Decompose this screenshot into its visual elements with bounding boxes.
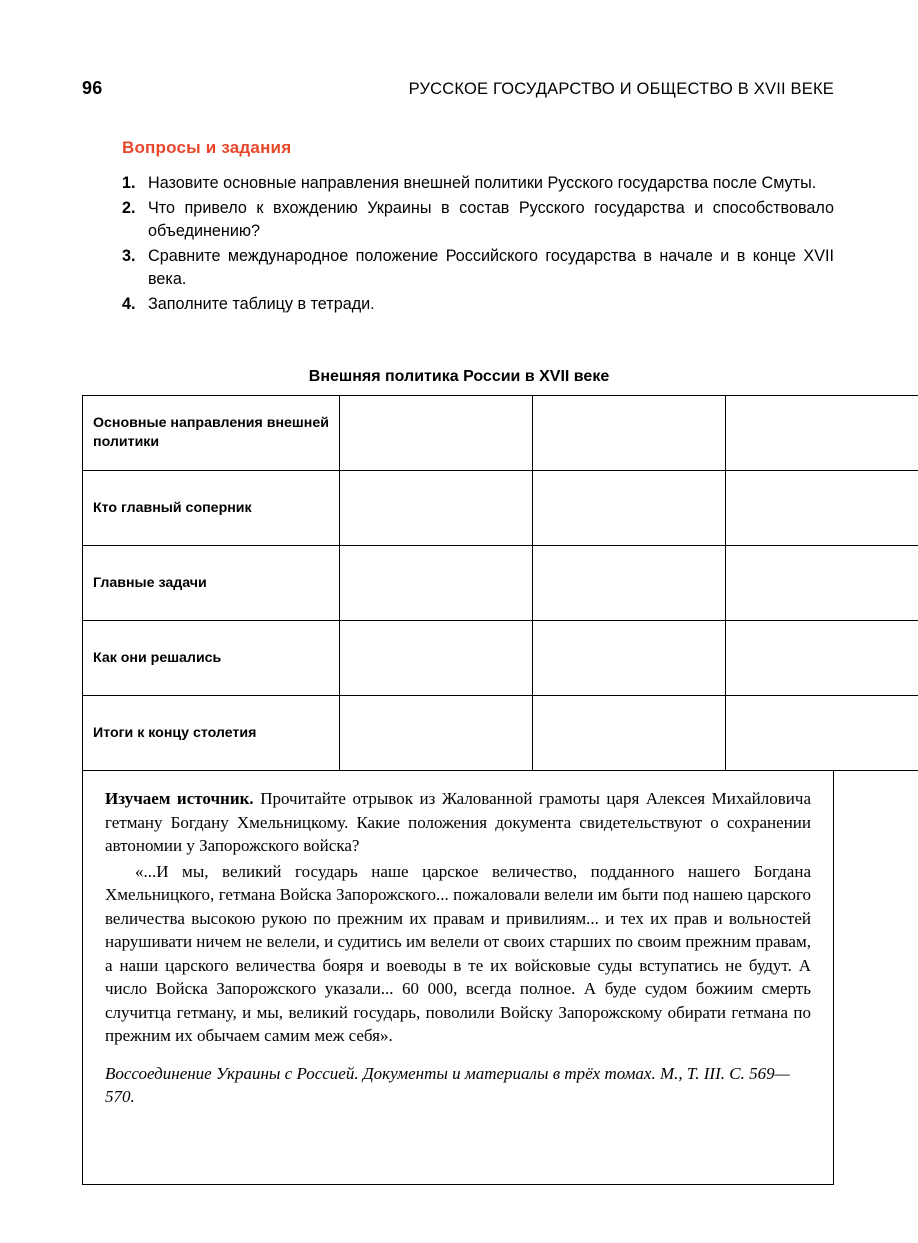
- question-number: 1.: [122, 174, 136, 192]
- page-number: 96: [82, 78, 103, 98]
- source-lead: Изучаем источник.: [105, 789, 254, 808]
- table-row-label: Как они решались: [83, 621, 340, 696]
- question-text: Заполните таблицу в тетради.: [148, 295, 375, 313]
- table-cell-blank[interactable]: [533, 696, 726, 771]
- table-cell-blank[interactable]: [533, 621, 726, 696]
- table-row: [83, 621, 918, 696]
- source-box: [82, 770, 834, 1185]
- list-item: [122, 245, 834, 291]
- table-row-label: Главные задачи: [83, 546, 340, 621]
- question-number: 4.: [122, 295, 136, 313]
- list-item: [122, 172, 834, 195]
- table-title: Внешняя политика России в XVII веке: [308, 368, 610, 385]
- table-cell-blank[interactable]: [726, 621, 918, 696]
- question-text: Что привело к вхождению Украины в состав Русского государства и способствовало объединению?: [148, 199, 834, 240]
- table-cell-blank[interactable]: [340, 396, 533, 471]
- table-row-label: Основные направления внешней политики: [83, 396, 340, 471]
- source-intro: [105, 787, 811, 858]
- table-cell-blank[interactable]: [726, 396, 918, 471]
- table-cell-blank[interactable]: [533, 546, 726, 621]
- table-row: [83, 396, 918, 471]
- table-row-label: Итоги к концу столетия: [83, 696, 340, 771]
- table-row: [83, 546, 918, 621]
- table-cell-blank[interactable]: [340, 696, 533, 771]
- question-text: Сравните международное положение Российского государства в начале и в конце XVII века.: [148, 247, 834, 288]
- question-text: Назовите основные направления внешней политики Русского государства после Смуты.: [148, 174, 817, 192]
- source-quote: «...И мы, великий государь наше царское величество, подданного нашего Богдана Хмельницкого, гетмана Войска Запорожского... пожаловали велели им быти под нашею царского величества высокою рукою по прежним их правам и привилиям... и тех их прав и вольностей нарушивати ничем не велели, и судитись им велели от своих старших по своим прежним правам, а наши царского величества бояря и воеводы в те их войсковые суды вступатись не будут. А число Войска Запорожского указали... 60 000, всегда полное. А буде судом божиим смерть случитца гетману, и мы, великий государь, поволили Войску Запорожскому обирати гетмана по прежним их обычаем самим меж себя».: [105, 861, 811, 1045]
- table-row: [83, 696, 918, 771]
- source-reference: Воссоединение Украины с Россией. Документы и материалы в трёх томах. М., Т. III. С. 569—570.: [105, 1063, 790, 1106]
- table-cell-blank[interactable]: [340, 546, 533, 621]
- questions-heading: Вопросы и задания: [122, 138, 292, 157]
- list-item: [122, 197, 834, 243]
- page-header: [82, 78, 834, 99]
- table-cell-blank[interactable]: [726, 546, 918, 621]
- table-cell-blank[interactable]: [340, 621, 533, 696]
- table-row-label: Кто главный соперник: [83, 471, 340, 546]
- table-cell-blank[interactable]: [340, 471, 533, 546]
- table-cell-blank[interactable]: [726, 696, 918, 771]
- table-cell-blank[interactable]: [726, 471, 918, 546]
- table-cell-blank[interactable]: [533, 471, 726, 546]
- source-intro-text: Прочитайте отрывок из Жалованной грамоты царя Алексея Михайловича гетману Богдану Хмельницкому. Какие положения документа свидетельствуют о сохранении автономии у Запорожского войска?: [105, 789, 811, 855]
- running-title: РУССКОЕ ГОСУДАРСТВО И ОБЩЕСТВО В XVII ВЕКЕ: [408, 80, 834, 98]
- question-number: 3.: [122, 247, 136, 265]
- questions-list: [122, 172, 834, 318]
- table-row: [83, 471, 918, 546]
- exercise-table: [82, 395, 918, 771]
- table-cell-blank[interactable]: [533, 396, 726, 471]
- question-number: 2.: [122, 199, 136, 217]
- list-item: [122, 293, 834, 316]
